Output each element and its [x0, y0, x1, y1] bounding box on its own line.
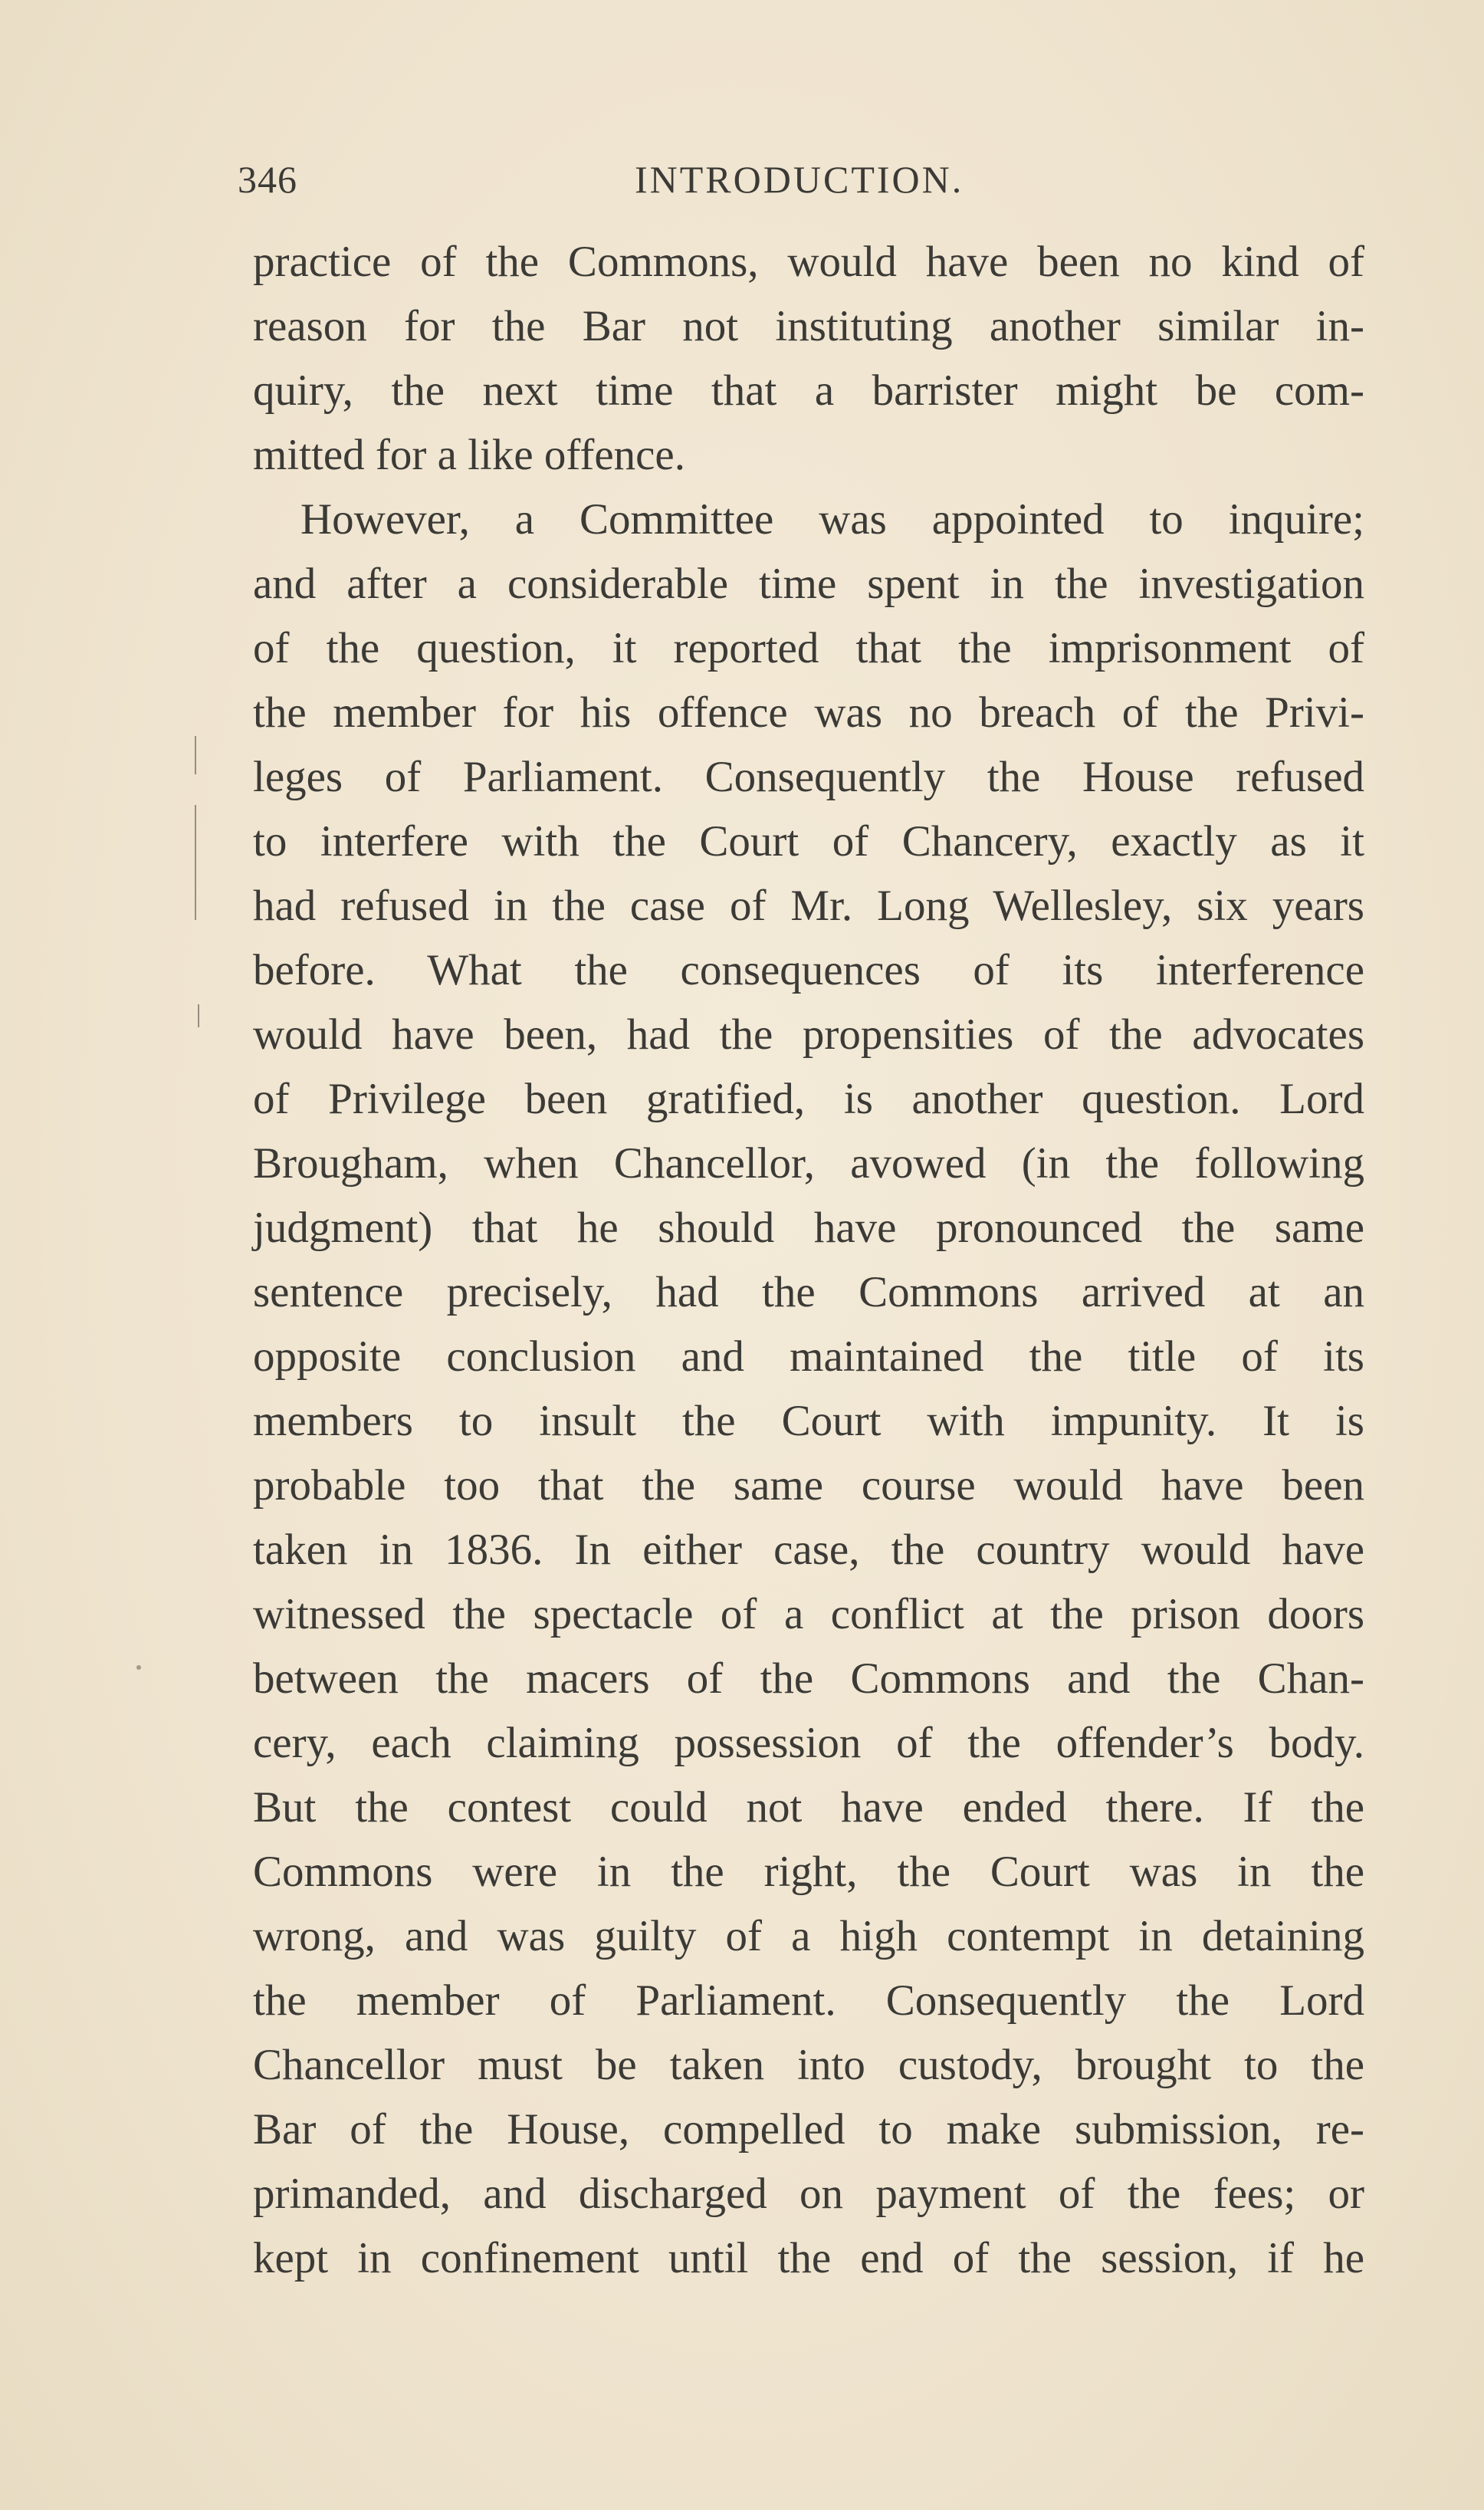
text-line: Chancellor must be taken into custody, brought to the	[253, 2041, 1364, 2089]
page-number: 346	[238, 158, 297, 201]
text-line: sentence precisely, had the Commons arrived at an	[253, 1268, 1364, 1316]
text-line: quiry, the next time that a barrister might be com-	[253, 366, 1364, 415]
text-line: would have been, had the propensities of the advocates	[253, 1010, 1364, 1059]
text-line: between the macers of the Commons and the Chan-	[253, 1654, 1364, 1703]
text-line: the member for his offence was no breach of the Privi-	[253, 688, 1364, 737]
text-line: witnessed the spectacle of a conflict at the prison doors	[253, 1590, 1364, 1638]
text-line: had refused in the case of Mr. Long Wellesley, six years	[253, 882, 1364, 930]
text-line: Commons were in the right, the Court was in the	[253, 1848, 1364, 1896]
text-line: to interfere with the Court of Chancery, exactly as it	[253, 817, 1364, 866]
text-line: probable too that the same course would have been	[253, 1461, 1364, 1510]
running-head: INTRODUCTION.	[635, 158, 964, 201]
text-line: primanded, and discharged on payment of the fees; or	[253, 2170, 1364, 2218]
margin-pencil-mark	[195, 805, 196, 920]
text-line: Brougham, when Chancellor, avowed (in the following	[253, 1139, 1364, 1188]
text-line: cery, each claiming possession of the offender’s body.	[253, 1719, 1364, 1767]
text-line: the member of Parliament. Consequently the Lord	[253, 1976, 1364, 2025]
text-line: mitted for a like offence.	[253, 431, 685, 479]
text-line: and after a considerable time spent in the investigation	[253, 560, 1364, 608]
body-text	[253, 230, 1364, 2291]
text-line: before. What the consequences of its interference	[253, 946, 1364, 994]
text-line: of Privilege been gratified, is another question. Lord	[253, 1075, 1364, 1123]
text-line: practice of the Commons, would have been no kind of	[253, 238, 1364, 286]
text-line: members to insult the Court with impunity. It is	[253, 1397, 1364, 1445]
text-line: of the question, it reported that the imprisonment of	[253, 624, 1364, 672]
text-line: taken in 1836. In either case, the country would have	[253, 1526, 1364, 1574]
text-line: kept in confinement until the end of the session, if he	[253, 2234, 1364, 2282]
text-line: However, a Committee was appointed to inquire;	[300, 495, 1364, 544]
text-line: wrong, and was guilty of a high contempt in detaining	[253, 1912, 1364, 1960]
text-line: reason for the Bar not instituting another similar in-	[253, 302, 1364, 350]
margin-pencil-mark	[198, 1004, 199, 1027]
text-line: leges of Parliament. Consequently the House refused	[253, 753, 1364, 801]
text-line: Bar of the House, compelled to make submission, re-	[253, 2105, 1364, 2154]
margin-pencil-mark	[195, 736, 196, 774]
text-line: judgment) that he should have pronounced the same	[253, 1204, 1364, 1252]
text-line: But the contest could not have ended there. If the	[253, 1783, 1364, 1832]
text-line: opposite conclusion and maintained the title of its	[253, 1332, 1364, 1381]
ink-speck	[136, 1665, 141, 1670]
